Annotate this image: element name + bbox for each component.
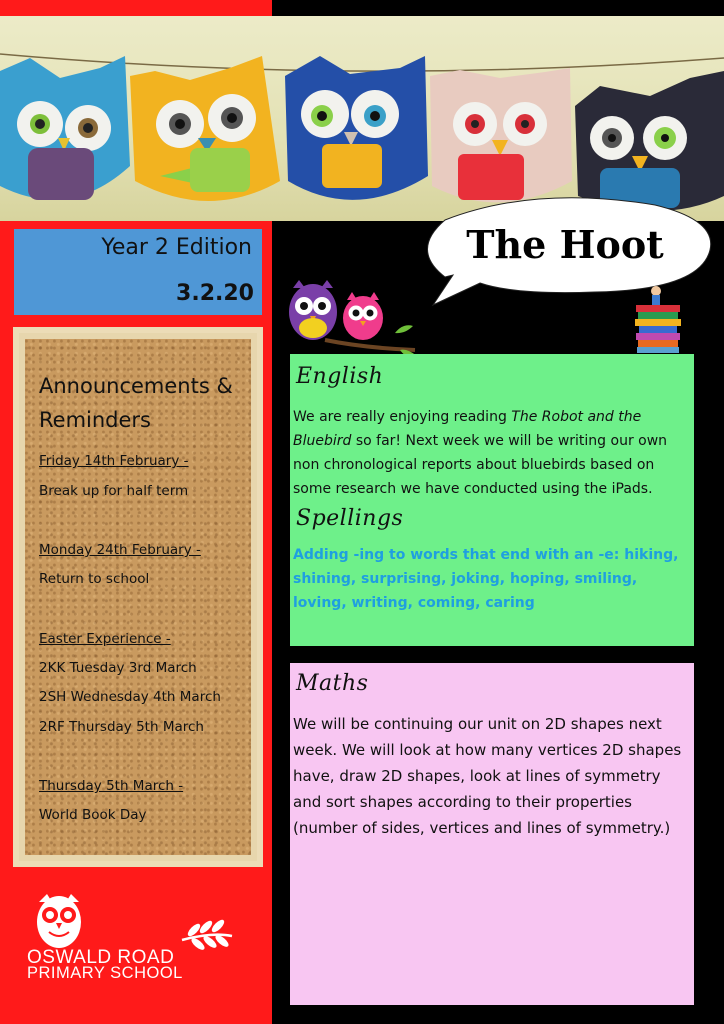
- announcement-heading: Thursday 5th March -: [39, 778, 184, 794]
- school-name-line1: OSWALD ROAD: [27, 947, 175, 968]
- owl-bunting-teal: [0, 56, 130, 200]
- english-heading: English: [296, 364, 384, 389]
- owl-bunting-floral: [430, 68, 572, 202]
- announcements-title: Announcements & Reminders: [39, 374, 233, 432]
- maths-section: [290, 663, 694, 1005]
- announcement-heading: Friday 14th February -: [39, 453, 189, 469]
- owl-logo-icon: [22, 890, 242, 950]
- newsletter-title: The Hoot: [466, 222, 664, 267]
- owl-bunting-yellow: [130, 56, 280, 201]
- maths-text: We will be continuing our unit on 2D shapes next week. We will look at how many vertices 2D shapes have, draw 2D shapes, look at lines of symmetry and sort shapes according to their properties (number of sides, vertices and lines of symmetry.): [293, 715, 682, 837]
- announcement-detail: Break up for half term: [39, 483, 189, 499]
- edition-box: [14, 229, 262, 315]
- book-stack-clipart: [632, 283, 684, 355]
- maths-heading: Maths: [296, 671, 369, 696]
- owls-on-branch-clipart: [285, 278, 420, 358]
- spellings-text: Adding -ing to words that end with an -e: hiking, shining, surprising, joking, hoping, smiling, loving, writing, coming, caring: [293, 547, 679, 611]
- announcement-detail: Return to school: [39, 571, 150, 587]
- announcement-heading: Monday 24th February -: [39, 542, 201, 558]
- english-text-body: so far! Next week we will be writing our own non chronological reports about bluebirds based on some research we have conducted using the iPads.: [293, 433, 668, 497]
- school-logo: [22, 890, 242, 990]
- book-title: The Robot and the Bluebird: [293, 409, 642, 449]
- owl-bunting-blue: [285, 56, 428, 200]
- owl-bunting-photo: [0, 16, 724, 221]
- english-text: [293, 405, 687, 501]
- school-name-line2: PRIMARY SCHOOL: [27, 964, 183, 982]
- announcement-detail: World Book Day: [39, 807, 147, 823]
- owl-bunting-dark: [575, 71, 724, 211]
- announcement-detail: 2KK Tuesday 3rd March: [39, 660, 197, 676]
- edition-date: 3.2.20: [176, 281, 254, 306]
- announcement-detail: 2RF Thursday 5th March: [39, 719, 204, 735]
- announcement-detail: 2SH Wednesday 4th March: [39, 689, 221, 705]
- cork-surface: [25, 339, 251, 855]
- english-section: [290, 354, 694, 646]
- english-text-intro: We are really enjoying reading: [293, 409, 512, 425]
- announcements-corkboard: [13, 327, 263, 867]
- announcement-heading: Easter Experience -: [39, 631, 171, 647]
- spellings-heading: Spellings: [296, 506, 404, 531]
- edition-title: Year 2 Edition: [101, 235, 252, 260]
